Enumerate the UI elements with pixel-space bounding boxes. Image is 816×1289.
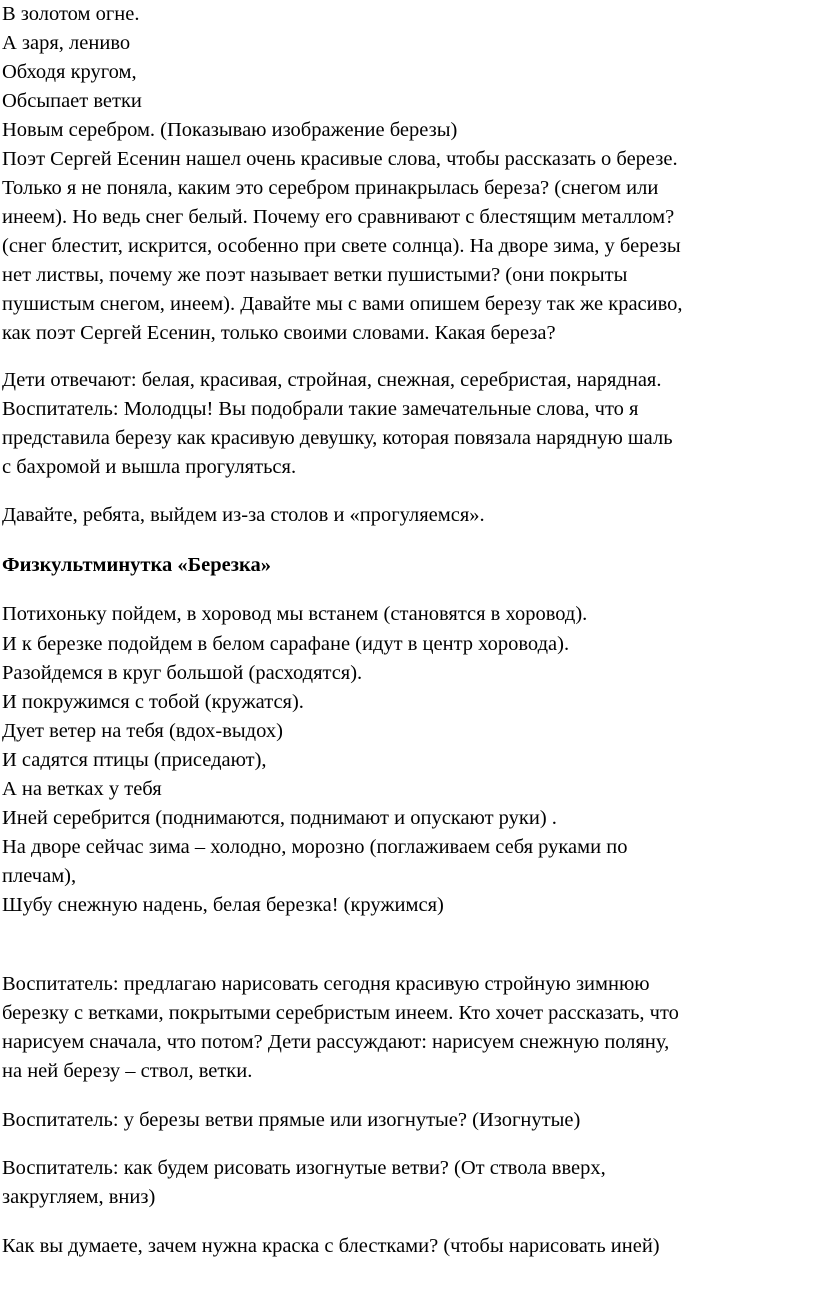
text-line: Дети отвечают: белая, красивая, стройная, снежная, серебристая, нарядная. bbox=[2, 369, 662, 391]
text-line: В золотом огне. bbox=[2, 3, 140, 25]
text-line: Давайте, ребята, выйдем из-за столов и «прогуляемся». bbox=[2, 504, 485, 526]
text-line: И покружимся с тобой (кружатся). bbox=[2, 691, 304, 713]
text-line: На дворе сейчас зима – холодно, морозно (поглаживаем себя руками по bbox=[2, 836, 628, 858]
text-line: пушистым снегом, инеем). Давайте мы с вами опишем березу так же красиво, bbox=[2, 293, 683, 315]
text-line: Обходя кругом, bbox=[2, 61, 137, 83]
text-line: Обсыпает ветки bbox=[2, 90, 142, 112]
text-line: Шубу снежную надень, белая березка! (кружимся) bbox=[2, 894, 444, 916]
text-line: плечам), bbox=[2, 865, 77, 887]
text-line: Иней серебрится (поднимаются, поднимают и опускают руки) . bbox=[2, 807, 557, 829]
text-line: на ней березу – ствол, ветки. bbox=[2, 1060, 253, 1082]
text-line: И садятся птицы (приседают), bbox=[2, 749, 267, 771]
text-line: представила березу как красивую девушку, которая повязала нарядную шаль bbox=[2, 427, 673, 449]
text-line: А на ветках у тебя bbox=[2, 778, 162, 800]
text-line: нет листвы, почему же поэт называет ветки пушистыми? (они покрыты bbox=[2, 264, 628, 286]
text-line: Потихоньку пойдем, в хоровод мы встанем (становятся в хоровод). bbox=[2, 603, 588, 625]
text-line: Поэт Сергей Есенин нашел очень красивые слова, чтобы рассказать о березе. bbox=[2, 148, 678, 170]
text-line: инеем). Но ведь снег белый. Почему его сравнивают с блестящим металлом? bbox=[2, 206, 675, 228]
text-line: закругляем, вниз) bbox=[2, 1186, 156, 1208]
text-line: И к березке подойдем в белом сарафане (идут в центр хоровода). bbox=[2, 633, 570, 655]
text-line: березку с ветками, покрытыми серебристым инеем. Кто хочет рассказать, что bbox=[2, 1002, 679, 1024]
section-heading: Физкультминутка «Березка» bbox=[2, 554, 271, 576]
text-line: Только я не поняла, каким это серебром принакрылась береза? (снегом или bbox=[2, 177, 659, 199]
text-line: Воспитатель: как будем рисовать изогнутые ветви? (От ствола вверх, bbox=[2, 1157, 606, 1179]
text-line: Дует ветер на тебя (вдох-выдох) bbox=[2, 720, 283, 742]
text-line: как поэт Сергей Есенин, только своими словами. Какая береза? bbox=[2, 322, 556, 344]
text-line: Как вы думаете, зачем нужна краска с блестками? (чтобы нарисовать иней) bbox=[2, 1235, 660, 1257]
text-line: Разойдемся в круг большой (расходятся). bbox=[2, 662, 363, 684]
text-line: Новым серебром. (Показываю изображение березы) bbox=[2, 119, 458, 141]
text-line: с бахромой и вышла прогуляться. bbox=[2, 456, 297, 478]
text-line: нарисуем сначала, что потом? Дети рассуждают: нарисуем снежную поляну, bbox=[2, 1031, 670, 1053]
text-line: Воспитатель: у березы ветви прямые или изогнутые? (Изогнутые) bbox=[2, 1109, 581, 1131]
text-line: Воспитатель: Молодцы! Вы подобрали такие замечательные слова, что я bbox=[2, 398, 639, 420]
text-line: А заря, лениво bbox=[2, 32, 131, 54]
text-line: (снег блестит, искрится, особенно при свете солнца). На дворе зима, у березы bbox=[2, 235, 681, 257]
text-line: Воспитатель: предлагаю нарисовать сегодня красивую стройную зимнюю bbox=[2, 973, 650, 995]
